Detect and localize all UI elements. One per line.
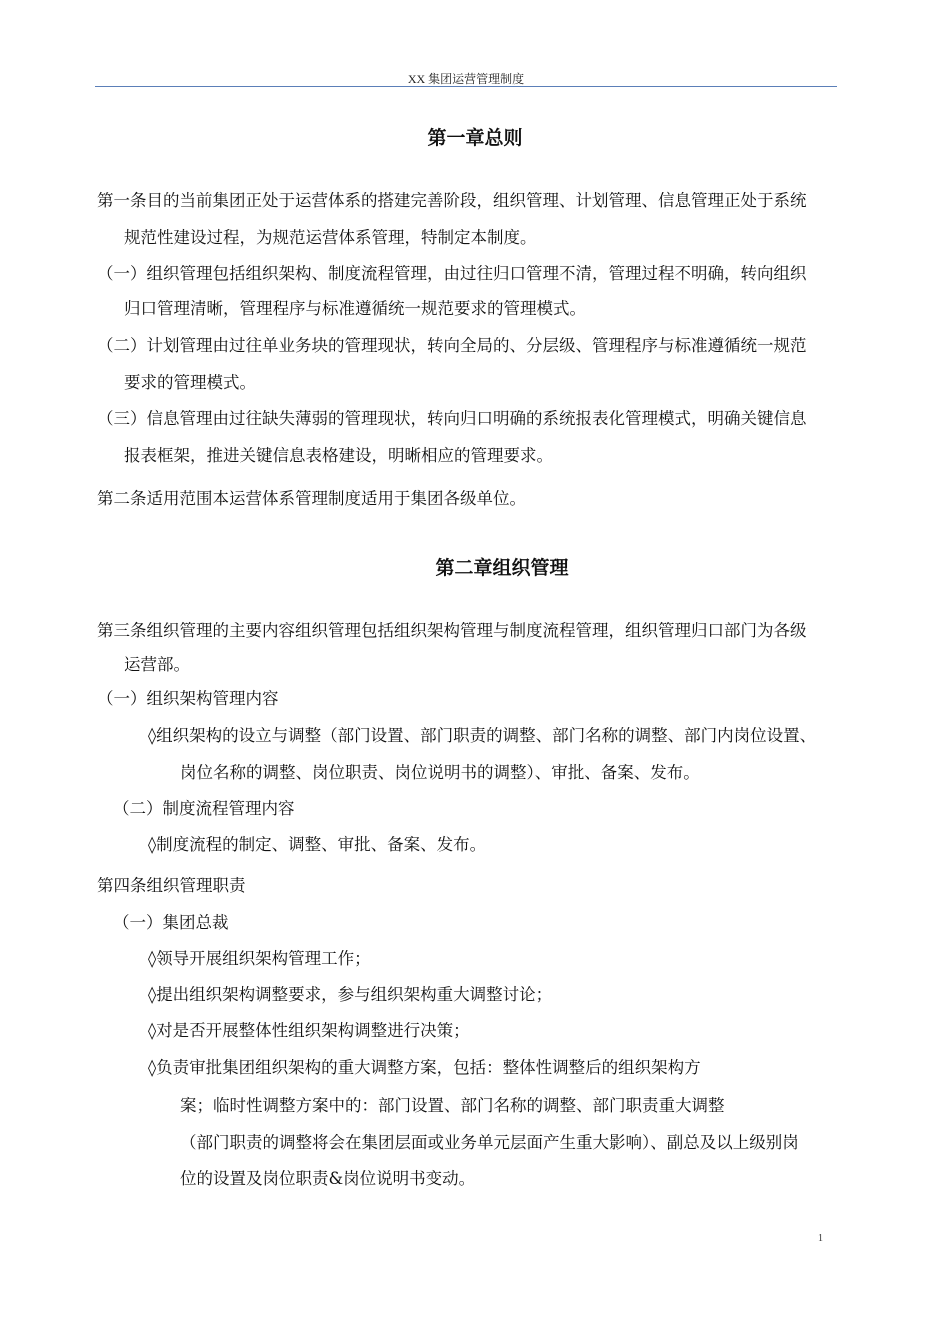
bullet-propose: ◊提出组织架构调整要求，参与组织架构重大调整讨论； (148, 985, 553, 1004)
item1-line1: （一）组织管理包括组织架构、制度流程管理，由过往归口管理不清，管理过程不明确，转向组织 (97, 264, 807, 283)
subsection1-bullet1-line1: ◊组织架构的设立与调整（部门设置、部门职责的调整、部门名称的调整、部门内岗位设置、 (148, 726, 817, 745)
item2-line2: 要求的管理模式。 (124, 373, 256, 392)
article1-line1: 第一条目的当前集团正处于运营体系的搭建完善阶段，组织管理、计划管理、信息管理正处于系统 (97, 191, 807, 210)
article2: 第二条适用范围本运营体系管理制度适用于集团各级单位。 (97, 489, 526, 508)
subsection1-bullet1-line2: 岗位名称的调整、岗位职责、岗位说明书的调整）、审批、备案、发布。 (180, 763, 700, 782)
subsection2-heading: （二）制度流程管理内容 (113, 799, 295, 818)
subsection3-heading: （一）集团总裁 (113, 913, 229, 932)
bullet-decide: ◊对是否开展整体性组织架构调整进行决策； (148, 1021, 470, 1040)
article1-line2: 规范性建设过程，为规范运营体系管理，特制定本制度。 (124, 228, 537, 247)
bullet-approve-line3: （部门职责的调整将会在集团层面或业务单元层面产生重大影响）、副总及以上级别岗 (180, 1133, 799, 1152)
page-header: XX 集团运营管理制度 (407, 72, 525, 86)
subsection2-bullet1: ◊制度流程的制定、调整、审批、备案、发布。 (148, 835, 487, 854)
bullet-lead: ◊领导开展组织架构管理工作； (148, 949, 371, 968)
bullet-approve-line1: ◊负责审批集团组织架构的重大调整方案，包括：整体性调整后的组织架构方 (148, 1058, 701, 1077)
bullet-approve-line4: 位的设置及岗位职责&岗位说明书变动。 (180, 1169, 476, 1188)
header-divider (95, 86, 837, 87)
subsection1-heading: （一）组织架构管理内容 (97, 689, 279, 708)
bullet-approve-line2: 案；临时性调整方案中的：部门设置、部门名称的调整、部门职责重大调整 (180, 1096, 725, 1115)
item2-line1: （二）计划管理由过往单业务块的管理现状，转向全局的、分层级、管理程序与标准遵循统一规范 (97, 336, 807, 355)
article3-line1: 第三条组织管理的主要内容组织管理包括组织架构管理与制度流程管理，组织管理归口部门为各级 (97, 621, 807, 640)
item3-line1: （三）信息管理由过往缺失薄弱的管理现状，转向归口明确的系统报表化管理模式，明确关键信息 (97, 409, 807, 428)
item1-line2: 归口管理清晰，管理程序与标准遵循统一规范要求的管理模式。 (124, 299, 586, 318)
chapter1-title: 第一章总则 (427, 127, 523, 149)
chapter2-title: 第二章组织管理 (435, 557, 569, 579)
item3-line2: 报表框架，推进关键信息表格建设，明晰相应的管理要求。 (124, 446, 553, 465)
article3-line2: 运营部。 (124, 655, 190, 674)
article4: 第四条组织管理职责 (97, 876, 246, 895)
page-number: 1 (818, 1233, 823, 1244)
